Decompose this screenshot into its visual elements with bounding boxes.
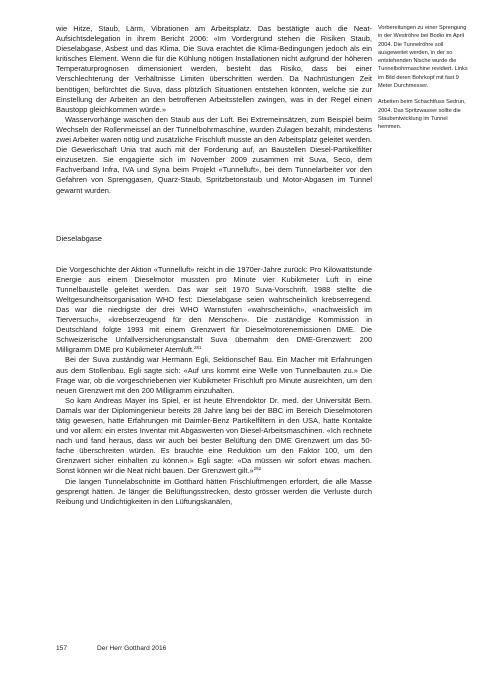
caption-1: Vorbereitungen zu einer Sprengung in der Weströhre bei Bodio im April 2004. Die Tunnelröhre soll ausgeweitet werden, in der so entstehenden Nische wurde die Tunnelbohrmaschine revidiert. Links im Bild deren Bohrkopf mit fast 9 Meter Durchmesser. bbox=[378, 25, 468, 90]
page-number: 157 bbox=[56, 645, 68, 652]
section-spacer bbox=[56, 196, 372, 234]
paragraph-2: Wasservorhänge waschen den Staub aus der Luft. Bei Extremeinsätzen, zum Beispiel beim Wechseln der Rollenmeissel an der Tunnelbohrmaschine, wurden Zulagen bezahlt, mindestens zwei Arbeiter waren nötig und zusätzliche Frischluft musste an den Arbeitsplatz geleitet werden. Die Gewerkschaft Unia trat auch mit der Forderung auf, an Baustellen Diesel-Partikelfilter einzusetzen. Sie engagierte sich im November 2009 zusammen mit Suva, Seco, dem Fachverband Infra, IVA und Syna beim Projekt «Tunnelluft», bei dem Tunnelarbeiter vor den Gefahren von Sprenggasen, Quarz-Staub, Spritzbetonstaub und Motor-Abgasen im Tunnel gewarnt wurden. bbox=[56, 114, 372, 195]
paragraph-3-text: Die Vorgeschichte der Aktion «Tunnelluft» reicht in die 1970er-Jahre zurück: Pro Kilowattstunde Energie aus einem Dieselmotor mussten pro Minute vier Kubikmeter Luft in eine Tunnelbaustelle geleitet werden. Das war seit 1970 Suva-Vorschrift. 1988 stellte die Weltgesundheitsorganisation WHO fest: Dieselabgase seien wahrscheinlich krebserregend. Das war die niedrigste der drei WHO Warnstufen «wahrscheinlich», «nachweislich im Tierversuch», «krebserzeugend für den Menschen». Die zuständige Kommission in Deutschland folgte 1993 mit einem Grenzwert für Dieselmotorenemissionen DME. Die Schweizerische Unfallversicherungsanstalt Suva übernahm den DME-Grenzwert: 200 Milligramm DME pro Kubikmeter Atemluft. bbox=[56, 264, 372, 355]
main-text-column bbox=[56, 24, 372, 507]
section-heading: Dieselabgase bbox=[56, 233, 103, 243]
paragraph-3 bbox=[56, 265, 372, 356]
footnote-marker-281: 281 bbox=[194, 345, 202, 351]
paragraph-5-text: So kam Andreas Mayer ins Spiel, er ist heute Ehrendoktor Dr. med. der Universität Bern. Damals war der Diplomingenieur bereits 28 Jahre lang bei der BBC im Bereich Dieselmotoren tätig gewesen, hatte Erfahrungen mit Daimler-Benz Partikelfiltern in den USA, hatte Kontakte und vor allem: ein erstes Inventar mit Abgaswerten von Diesel-Arbeitsmaschinen. «Ich rechnete nach und fand heraus, dass wir auch bei bester Belüftung den DME Grenzwert um das 50-fache überschreiten würden. Es brauchte eine Reduktion um den Faktor 100, um den Grenzwert sicher einhalten zu können.» Egli sagte: «Da müssen wir sofort etwas machen. Sonst können wir die Neat nicht bauen. Der Grenzwert gilt.» bbox=[56, 395, 372, 476]
paragraph-5 bbox=[56, 396, 372, 477]
sidebar-captions bbox=[378, 24, 472, 140]
footnote-marker-282: 282 bbox=[253, 466, 262, 472]
paragraph-6: Die langen Tunnelabschnitte im Gotthard hätten Frischluftmengen erfordert, die alle Masse gesprengt hätten. Je länger die Belüftungsstrecken, desto grösser werden die Verluste durch Reibung und Undichtigkeiten in den Lüftungskanälen, bbox=[56, 476, 372, 506]
page-footer bbox=[56, 644, 166, 653]
book-title: Der Herr Gotthard 2016 bbox=[97, 645, 167, 652]
paragraph-4: Bei der Suva zuständig war Hermann Egli, Sektionschef Bau. Ein Macher mit Erfahrungen aus dem Stollenbau. Egli sagte sich: «Auf uns kommt eine Welle von Tunnelbauten zu.» Die Frage war, ob die vorgeschriebenen vier Kubikmeter Frischluft pro Minute ausreichten, um den neuen Grenzwert mit den 200 Milligramm einzuhalten. bbox=[56, 355, 372, 395]
paragraph-1: wie Hitze, Staub, Lärm, Vibrationen am Arbeitsplatz. Das bestätigte auch die Neat-Aufsichtsdelegation in ihrem Bericht 2006: «Im Vordergrund stehen die Risiken Staub, Dieselabgase, Asbest und das Klima. Die Suva erachtet die Klima-Bedingungen jedoch als ein kritisches Element. Wenn die für die Kühlung nötigen Installationen nicht aufgrund der höheren Temperaturprognosen dimensioniert werden, besteht das Risiko, dass bei einer Verschlechterung der Verhältnisse Limiten überschritten werden. Da Nachrüstungen Zeit benötigen, befürchtet die Suva, dass plötzlich Situationen entstehen könnten, welche sie zur Einstellung der Arbeiten an den betroffenen Arbeitsstellen zwingen, was in der Regel einen Baustopp gleichkommen würde.» bbox=[56, 24, 372, 114]
caption-2: Arbeiten beim Schachtfuss Sedrun, 2004. Das Spritzwasser sollte die Staubentwicklung im Tunnel hemmen. bbox=[378, 99, 466, 131]
